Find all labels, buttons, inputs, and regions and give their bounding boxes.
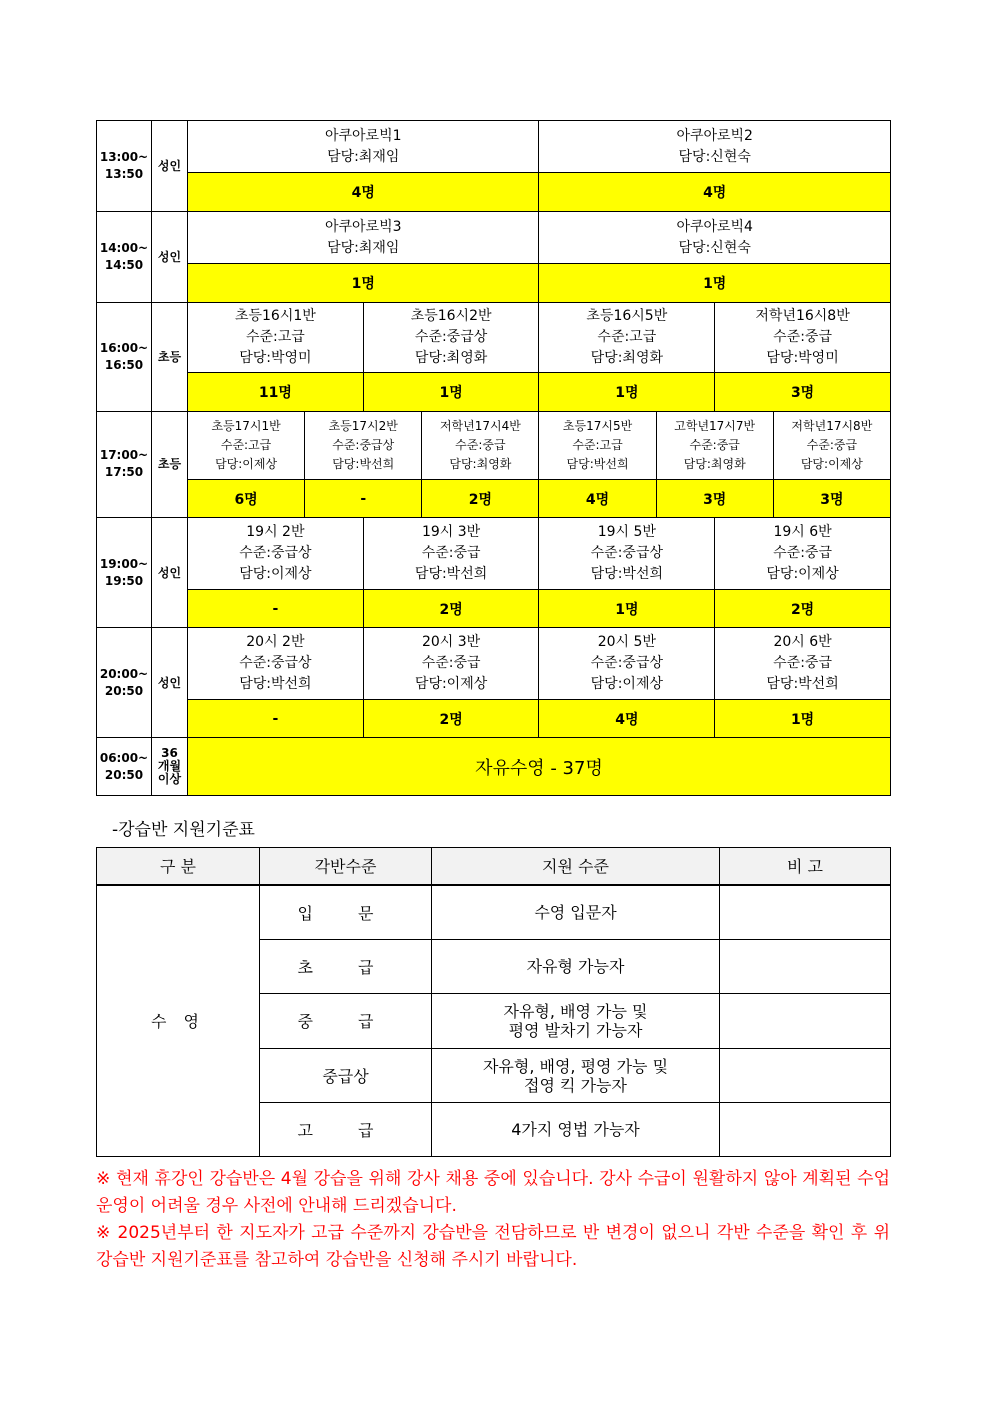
class-info-line: 담당:최재임 [327, 239, 400, 256]
notices [96, 1166, 890, 1274]
time-text: 13:50 [104, 166, 144, 181]
time-text: 14:50 [104, 257, 144, 272]
class-info-line: 20시 5반 [597, 634, 656, 651]
note-cell [720, 939, 891, 994]
class-info [363, 302, 539, 373]
note-cell [720, 994, 891, 1049]
class-info [188, 518, 364, 590]
class-info [363, 628, 539, 700]
header-support: 지원 수준 [432, 848, 720, 885]
class-info-line: 담당:박영미 [766, 349, 839, 366]
class-info [715, 518, 891, 590]
time-slot [97, 738, 152, 796]
time-text: 16:50 [104, 357, 144, 372]
support-criteria-table [96, 847, 891, 1157]
class-info-line: 수준:중급 [421, 545, 481, 562]
class-info [305, 411, 422, 480]
class-info [656, 411, 773, 480]
support-cell [432, 994, 720, 1049]
class-info-line: 아쿠아로빅2 [676, 127, 753, 144]
support-cell [432, 1048, 720, 1103]
enrollment-count: 3명 [773, 480, 890, 518]
enrollment-count: 2명 [363, 590, 539, 628]
enrollment-count: 1명 [539, 373, 715, 411]
header-level: 각반수준 [260, 848, 432, 885]
enrollment-count: 11명 [188, 373, 364, 411]
class-info-line: 초등17시1반 [211, 418, 281, 433]
class-info-line: 담당:이제상 [766, 566, 839, 583]
class-info-line: 수준:중급상 [590, 655, 663, 672]
class-info-line: 초등16시2반 [410, 307, 492, 324]
time-text: 19:00~ [99, 556, 149, 571]
target-text: 36 [161, 746, 178, 761]
class-info [188, 628, 364, 700]
class-info-line: 아쿠아로빅1 [324, 127, 402, 144]
class-info-line: 담당:최재임 [327, 148, 400, 165]
class-info [773, 411, 890, 480]
class-info-line: 수준:중급 [773, 655, 832, 672]
time-slot [97, 518, 152, 628]
enrollment-count: 2명 [715, 590, 891, 628]
notice-2: ※ 2025년부터 한 지도자가 고급 수준까지 강습반을 전담하므로 반 변경이 없으니 각반 수준을 확인 후 위 강습반 지원기준표를 참고하여 강습반을 신청해 주시기 바랍니다. [96, 1223, 890, 1270]
enrollment-count: 4명 [539, 173, 890, 211]
target-group: 성인 [152, 518, 188, 628]
time-slot [97, 302, 152, 411]
target-group: 성인 [152, 121, 188, 212]
schedule-row [97, 211, 891, 263]
criteria-section-title: -강습반 지원기준표 [112, 820, 255, 840]
enrollment-count: - [188, 700, 364, 738]
class-info-line: 저학년17시8반 [791, 418, 873, 433]
class-info-line: 수준:중급상 [239, 655, 312, 672]
support-text: 수영 입문자 [534, 902, 617, 922]
class-info-line: 20시 2반 [246, 634, 305, 651]
support-text: 4가지 영법 가능자 [511, 1120, 640, 1140]
class-info-line: 수준:고급 [220, 437, 272, 452]
enrollment-count: 1명 [363, 373, 539, 411]
class-info-line: 담당:신현숙 [678, 148, 751, 165]
time-text: 16:00~ [99, 340, 149, 355]
enrollment-count: 1명 [539, 590, 715, 628]
enrollment-count: 2명 [422, 480, 539, 518]
target-group [152, 738, 188, 796]
target-group: 성인 [152, 628, 188, 738]
class-info-line: 초등17시2반 [328, 418, 398, 433]
class-info-line: 담당:이제상 [215, 456, 278, 471]
class-info-line: 19시 5반 [597, 524, 656, 541]
class-info [539, 121, 890, 173]
header-note: 비 고 [720, 848, 891, 885]
target-group: 성인 [152, 211, 188, 302]
class-info [539, 628, 715, 700]
class-info-line: 담당:최영화 [590, 349, 663, 366]
level-cell: 중급상 [260, 1048, 432, 1103]
class-schedule-table [96, 120, 891, 796]
support-text: 자유형, 배영, 평영 가능 및 [482, 1056, 669, 1076]
enrollment-count: 1명 [715, 700, 891, 738]
note-cell [720, 1103, 891, 1157]
class-info-line: 저학년16시8반 [755, 307, 850, 324]
level-cell: 고 급 [260, 1103, 432, 1157]
enrollment-count: 2명 [363, 700, 539, 738]
support-text: 자유형, 배영 가능 및 [503, 1001, 648, 1021]
class-info-line: 수준:중급 [455, 437, 506, 452]
category-cell: 수 영 [97, 885, 260, 1157]
header-category: 구 분 [97, 848, 260, 885]
support-cell [432, 1103, 720, 1157]
class-info [539, 302, 715, 373]
time-text: 17:50 [104, 465, 144, 480]
class-info-line: 20시 6반 [773, 634, 832, 651]
class-info [188, 302, 364, 373]
time-text: 06:00~ [99, 750, 149, 765]
class-info-line: 수준:중급 [689, 437, 740, 452]
class-info-line: 초등16시1반 [234, 307, 316, 324]
class-info-line: 담당:최영화 [414, 349, 488, 366]
class-info-line: 담당:이제상 [800, 456, 863, 471]
support-text: 자유형 가능자 [526, 956, 625, 976]
time-slot [97, 211, 152, 302]
class-info-line: 담당:이제상 [414, 676, 488, 693]
class-info [188, 411, 305, 480]
time-slot [97, 628, 152, 738]
class-info-line: 19시 2반 [246, 524, 305, 541]
time-text: 20:00~ [99, 666, 149, 681]
time-slot [97, 411, 152, 518]
class-info-line: 담당:박선희 [239, 676, 312, 693]
class-info-line: 수준:고급 [597, 328, 657, 345]
class-info-line: 아쿠아로빅3 [324, 218, 402, 235]
time-text: 17:00~ [99, 448, 149, 463]
class-info-line: 수준:중급 [421, 655, 481, 672]
time-text: 13:00~ [99, 149, 149, 164]
time-text: 20:50 [104, 683, 144, 698]
class-info [422, 411, 539, 480]
enrollment-count: 4명 [539, 480, 656, 518]
class-info-line: 수준:고급 [245, 328, 305, 345]
class-info-line: 담당:최영화 [449, 456, 512, 471]
class-info [539, 211, 890, 263]
class-info-line: 19시 3반 [421, 524, 481, 541]
target-group: 초등 [152, 411, 188, 518]
class-info-line: 수준:고급 [572, 437, 623, 452]
enrollment-count: - [305, 480, 422, 518]
time-text: 14:00~ [99, 240, 149, 255]
class-info-line: 수준:중급상 [590, 545, 663, 562]
enrollment-count: 3명 [715, 373, 891, 411]
enrollment-count: 6명 [188, 480, 305, 518]
support-cell [432, 885, 720, 940]
class-info-line: 담당:박영미 [239, 349, 312, 366]
class-info-line: 수준:중급상 [239, 545, 312, 562]
class-info-line: 담당:박선희 [590, 566, 663, 583]
class-info [363, 518, 539, 590]
target-text: 개월 [157, 759, 182, 774]
class-info-line: 담당:박선희 [332, 456, 395, 471]
support-text: 접영 킥 가능자 [524, 1075, 627, 1095]
note-cell [720, 1048, 891, 1103]
notice-1: ※ 현재 휴강인 강습반은 4월 강습을 위해 강사 채용 중에 있습니다. 강사 수급이 원활하지 않아 계획된 수업 운영이 어려울 경우 사전에 안내해 드리겠습니다. [96, 1169, 890, 1216]
class-info-line: 아쿠아로빅4 [676, 218, 753, 235]
schedule-row [97, 121, 891, 173]
class-info-line: 담당:이제상 [239, 566, 312, 583]
class-info-line: 수준:중급상 [414, 328, 488, 345]
class-info-line: 담당:박선희 [566, 456, 629, 471]
support-text: 평영 발차기 가능자 [508, 1020, 643, 1040]
class-info-line: 수준:중급 [773, 545, 832, 562]
class-info-line: 저학년17시4반 [439, 418, 521, 433]
class-info [539, 518, 715, 590]
time-text: 19:50 [104, 573, 144, 588]
free-swim: 자유수영 - 37명 [188, 738, 891, 796]
enrollment-count: - [188, 590, 364, 628]
target-text: 이상 [157, 772, 182, 787]
schedule-row [97, 302, 891, 373]
class-info-line: 수준:중급 [806, 437, 858, 452]
level-cell: 입 문 [260, 885, 432, 940]
schedule-row [97, 628, 891, 700]
time-slot [97, 121, 152, 212]
class-info-line: 20시 3반 [421, 634, 481, 651]
class-info-line: 담당:최영화 [683, 456, 746, 471]
level-cell: 중 급 [260, 994, 432, 1049]
class-info-line: 19시 6반 [773, 524, 832, 541]
enrollment-count: 4명 [539, 700, 715, 738]
enrollment-count: 3명 [656, 480, 773, 518]
target-group: 초등 [152, 302, 188, 411]
class-info [715, 628, 891, 700]
enrollment-count: 1명 [188, 264, 539, 302]
schedule-row [97, 411, 891, 480]
level-cell: 초 급 [260, 939, 432, 994]
class-info [188, 211, 539, 263]
class-info-line: 수준:중급상 [332, 437, 395, 452]
class-info-line: 담당:신현숙 [678, 239, 751, 256]
class-info-line: 초등17시5반 [562, 418, 633, 433]
class-info [539, 411, 656, 480]
class-info-line: 담당:이제상 [590, 676, 663, 693]
enrollment-count: 4명 [188, 173, 539, 211]
enrollment-count: 1명 [539, 264, 890, 302]
schedule-row [97, 518, 891, 590]
time-text: 20:50 [104, 767, 144, 782]
class-info-line: 수준:중급 [773, 328, 832, 345]
note-cell [720, 885, 891, 940]
support-cell [432, 939, 720, 994]
class-info-line: 담당:박선희 [414, 566, 488, 583]
class-info-line: 고학년17시7반 [674, 418, 756, 433]
class-info-line: 초등16시5반 [586, 307, 668, 324]
class-info-line: 담당:박선희 [766, 676, 839, 693]
class-info [715, 302, 891, 373]
class-info [188, 121, 539, 173]
criteria-row [97, 885, 891, 940]
